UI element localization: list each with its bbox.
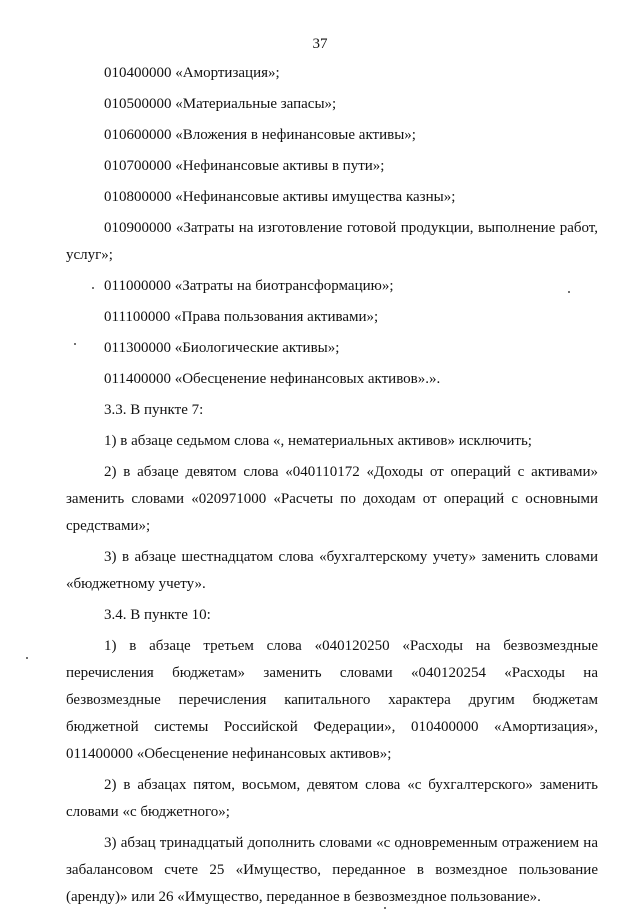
scan-speck <box>26 657 28 659</box>
document-body <box>66 60 598 915</box>
paragraph-3-4-item-3: 3) абзац тринадцатый дополнить словами «с одновременным отражением на забалансовом счете 25 «Имущество, переданное в возмездное пользование (аренду)» или 26 «Имущество, переданное в безвозмездное пользование». <box>66 835 598 905</box>
paragraph-account-0108: 010800000 «Нефинансовые активы имущества казны»; <box>104 189 456 205</box>
paragraph-account-0111: 011100000 «Права пользования активами»; <box>104 309 379 325</box>
paragraph-3-3-item-2: 2) в абзаце девятом слова «040110172 «Доходы от операций с активами» заменить словами «020971000 «Расчеты по доходам от операций с основными средствами»; <box>66 464 598 534</box>
section-heading-3-3: 3.3. В пункте 7: <box>104 402 204 418</box>
paragraph-account-0110: 011000000 «Затраты на биотрансформацию»; <box>104 278 394 294</box>
page-number: 37 <box>312 36 328 52</box>
paragraph-account-0107: 010700000 «Нефинансовые активы в пути»; <box>104 158 385 174</box>
scan-speck <box>74 343 76 345</box>
paragraph-account-0113: 011300000 «Биологические активы»; <box>104 340 340 356</box>
paragraph-3-3-item-1: 1) в абзаце седьмом слова «, нематериальных активов» исключить; <box>104 433 532 449</box>
paragraph-account-0106: 010600000 «Вложения в нефинансовые активы»; <box>104 127 416 143</box>
paragraph-account-0114: 011400000 «Обесценение нефинансовых активов».». <box>104 371 441 387</box>
scan-speck <box>568 291 570 293</box>
paragraph-3-4-item-2: 2) в абзацах пятом, восьмом, девятом слова «с бухгалтерского» заменить словами «с бюджетного»; <box>66 777 598 820</box>
paragraph-account-0104: 010400000 «Амортизация»; <box>104 65 280 81</box>
paragraph-account-0105: 010500000 «Материальные запасы»; <box>104 96 337 112</box>
scan-speck <box>92 287 94 289</box>
paragraph-account-0109: 010900000 «Затраты на изготовление готовой продукции, выполнение работ, услуг»; <box>66 220 598 263</box>
scan-speck <box>384 907 386 909</box>
paragraph-3-3-item-3: 3) в абзаце шестнадцатом слова «бухгалтерскому учету» заменить словами «бюджетному учету». <box>66 549 598 592</box>
section-heading-3-4: 3.4. В пункте 10: <box>104 607 211 623</box>
paragraph-3-4-item-1: 1) в абзаце третьем слова «040120250 «Расходы на безвозмездные перечисления бюджетам» заменить словами «040120254 «Расходы на безвозмездные перечисления капитального характера другим бюджетам бюджетной системы Российской Федерации», 010400000 «Амортизация», 011400000 «Обесценение нефинансовых активов»; <box>66 638 598 762</box>
